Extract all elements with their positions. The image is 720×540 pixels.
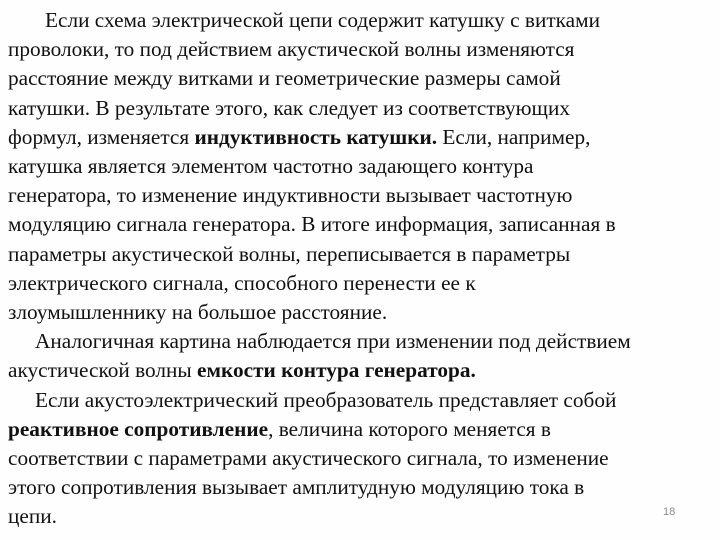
- text-line: [8, 123, 712, 152]
- text-line: [8, 269, 712, 298]
- text-run: , величина которого меняется в: [268, 416, 551, 441]
- text-run: катушка является элементом частотно задающего контура: [8, 154, 534, 179]
- text-run: соответствии с параметрами акустического сигнала, то изменение: [8, 446, 609, 471]
- text-run: генератора, то изменение индуктивности вызывает частотную: [8, 183, 573, 208]
- text-line: [8, 6, 712, 35]
- text-run: параметры акустической волны, переписывается в параметры: [8, 241, 571, 266]
- text-run: катушки. В результате этого, как следует из соответствующих: [8, 95, 570, 120]
- text-run: Аналогичная картина наблюдается при изменении под действием: [35, 329, 631, 354]
- text-run: злоумышленнику на большое расстояние.: [8, 300, 388, 325]
- text-line: [8, 240, 712, 269]
- text-run: акустической волны: [8, 358, 198, 383]
- page-number: 18: [663, 506, 676, 518]
- text-line: [8, 94, 712, 123]
- text-line: [8, 35, 712, 64]
- text-line: [8, 327, 712, 356]
- bold-term-inductance: индуктивность катушки.: [194, 124, 438, 149]
- text-run: электрического сигнала, способного перенести ее к: [8, 270, 476, 295]
- text-run: расстояние между витками и геометрические размеры самой: [8, 66, 561, 91]
- text-line: [8, 64, 712, 93]
- text-line: [8, 473, 712, 502]
- text-line: [8, 356, 712, 385]
- text-line: [8, 386, 712, 415]
- text-run: модуляцию сигнала генератора. В итоге информация, записанная в: [8, 212, 616, 237]
- body-text: [8, 6, 712, 532]
- text-line: [8, 415, 712, 444]
- text-line: [8, 502, 712, 531]
- text-run: цепи.: [8, 504, 57, 529]
- text-line: [8, 444, 712, 473]
- text-line: [8, 298, 712, 327]
- text-run: проволоки, то под действием акустической волны изменяются: [8, 37, 575, 62]
- text-run: Если схема электрической цепи содержит катушку с витками: [45, 8, 600, 32]
- bold-term-reactance: реактивное сопротивление: [8, 416, 269, 441]
- text-run: этого сопротивления вызывает амплитудную модуляцию тока в: [8, 475, 585, 500]
- text-line: [8, 210, 712, 239]
- text-run: формул, изменяется: [8, 124, 195, 149]
- text-line: [8, 152, 712, 181]
- bold-term-capacitance: емкости контура генератора.: [197, 358, 476, 383]
- text-run: Если, например,: [437, 124, 591, 149]
- text-run: Если акустоэлектрический преобразователь представляет собой: [35, 387, 617, 412]
- text-line: [8, 181, 712, 210]
